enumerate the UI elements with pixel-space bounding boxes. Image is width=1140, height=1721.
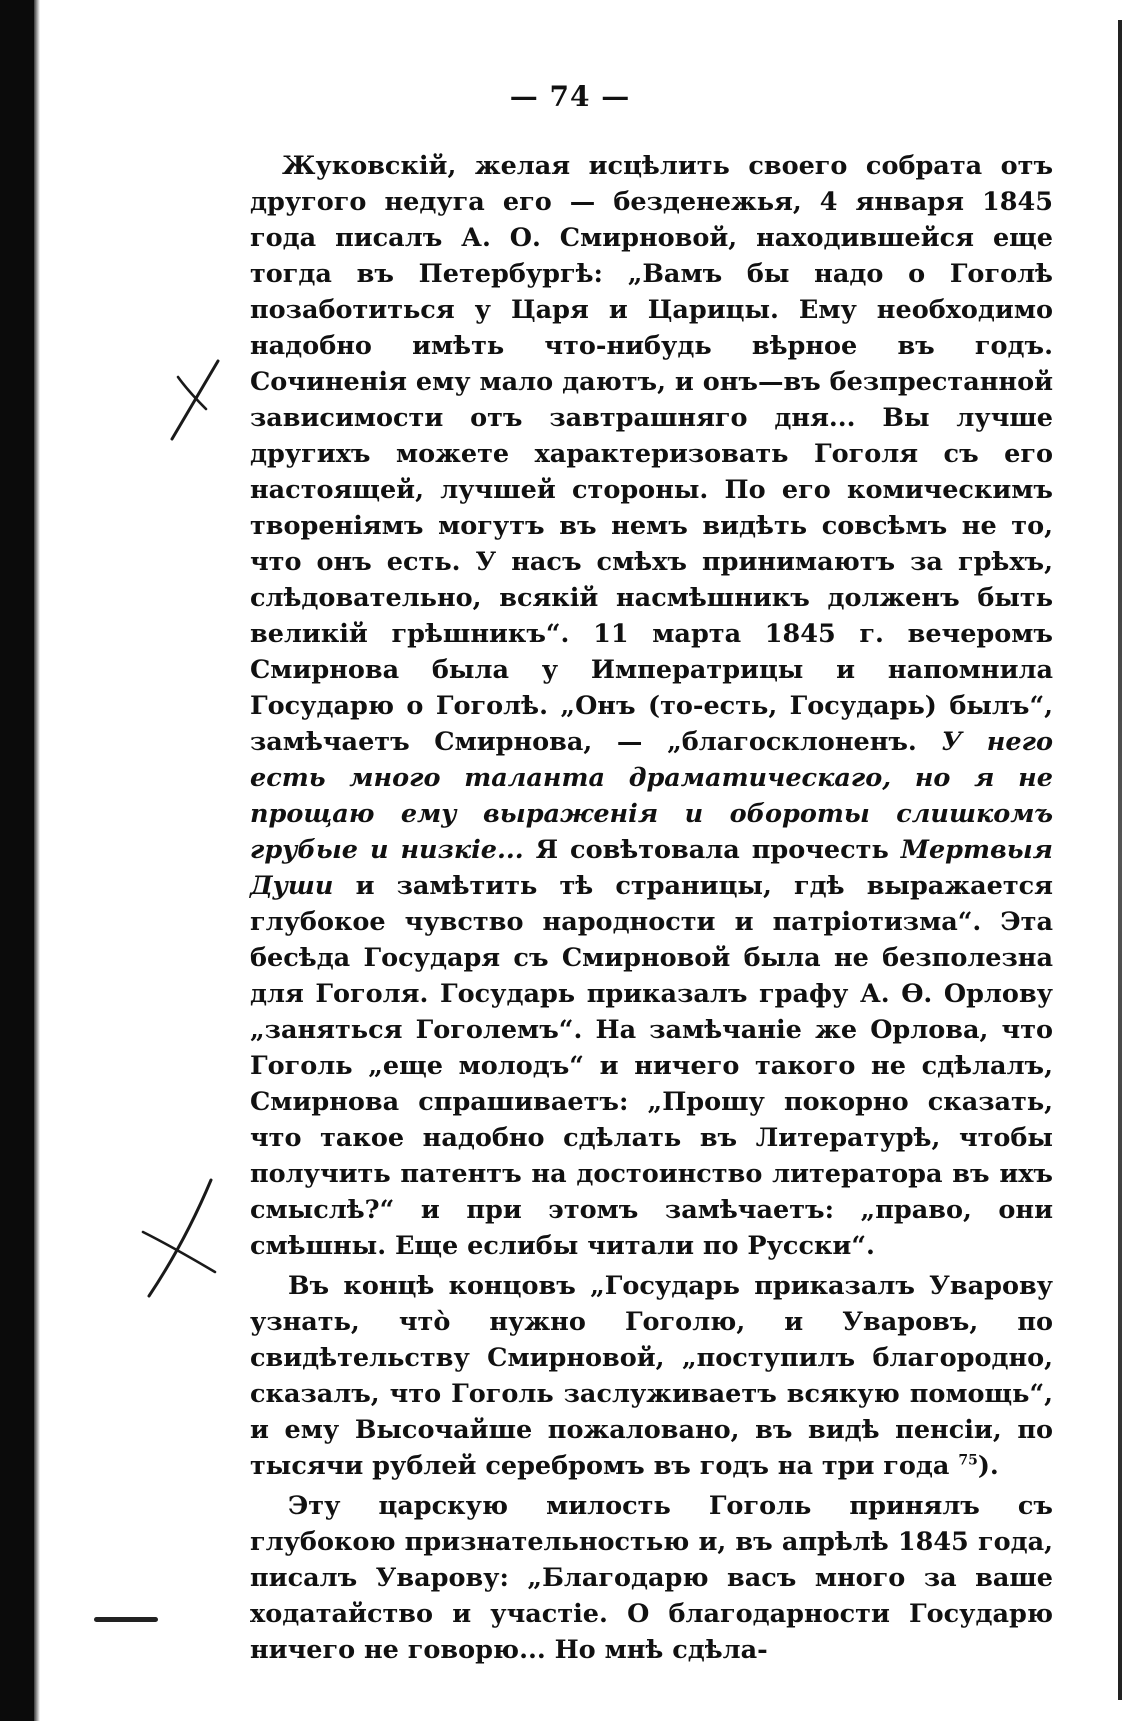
paragraph-1 <box>250 148 1053 1264</box>
paragraph-3-text: Эту царскую милость Гоголь принялъ съ глубокою признательностью и, въ апрѣлѣ 1845 года, писалъ Уварову: „Благодарю васъ много за ваше ходатайство и участіе. О благодарности Государю ничего не говорю... Но мнѣ сдѣла- <box>250 1491 1053 1665</box>
book-title-italic: Мертвыя Души <box>250 835 1053 901</box>
scan-artifact-dash <box>94 1617 158 1622</box>
paragraph-3 <box>250 1488 1053 1668</box>
paragraph-1-text-3: и замѣтить тѣ страницы, гдѣ выражается глубокое чувство народности и патріотизма“. Эта бесѣда Государя съ Смирновой была не безполезна для Гоголя. Государь приказалъ графу А. Ѳ. Орлову „заняться Гоголемъ“. На замѣчаніе же Орлова, что Гоголь „еще молодъ“ и ничего такого не сдѣлалъ, Смирнова спрашиваетъ: „Прошу покорно сказать, что такое надобно сдѣлать въ Литературѣ, чтобы получить патентъ на достоинство литератора въ ихъ смыслѣ?“ и при этомъ замѣчаетъ: „право, они смѣшны. Еще еслибы читали по Русски“. <box>250 871 1053 1261</box>
paragraph-1-text: Жуковскій, желая исцѣлить своего собрата отъ другого недуга его — безденежья, 4 января 1845 года писалъ А. О. Смирновой, находившейся еще тогда въ Петербургѣ: „Вамъ бы надо о Гоголѣ позаботиться у Царя и Царицы. Ему необходимо надобно имѣть что-нибудь вѣрное въ годъ. Сочиненія ему мало даютъ, и онъ—въ безпрестанной зависимости отъ завтрашняго дня... Вы лучше другихъ можете характеризовать Гоголя съ его настоящей, лучшей стороны. По его комическимъ твореніямъ могутъ въ немъ видѣть совсѣмъ не то, что онъ есть. У насъ смѣхъ принимаютъ за грѣхъ, слѣдовательно, всякій насмѣшникъ долженъ быть великій грѣшникъ“. 11 марта 1845 г. вечеромъ Смирнова была у Императрицы и напомнила Государю о Гоголѣ. „Онъ (то-есть, Государь) былъ“, замѣчаетъ Смирнова, — „благосклоненъ. <box>250 151 1053 757</box>
body-text <box>250 148 1053 1668</box>
scan-binding-gradient <box>34 0 40 1721</box>
paragraph-1-text-2: Я совѣтовала прочесть <box>535 835 889 865</box>
page-number: — 74 — <box>509 80 631 113</box>
margin-cross-mark-2 <box>135 1172 225 1302</box>
margin-cross-mark-1 <box>160 355 230 445</box>
footnote-ref: 75 <box>958 1452 978 1469</box>
paragraph-2 <box>250 1268 1053 1484</box>
paragraph-2-text: Въ концѣ концовъ „Государь приказалъ Уварову узнать, что̀ нужно Гоголю, и Уваровъ, по свидѣтельству Смирновой, „поступилъ благородно, сказалъ, что Гоголь заслуживаетъ всякую помощь“, и ему Высочайше пожаловано, въ видѣ пенсіи, по тысячи рублей серебромъ въ годъ на три года <box>250 1271 1053 1481</box>
quoted-italic-phrase: У него есть много таланта драматическаго, но я не прощаю ему выраженія и обороты слишкомъ грубые и низкіе... <box>250 727 1053 865</box>
scan-binding-shadow <box>0 0 34 1721</box>
scan-right-edge <box>1118 20 1122 1700</box>
paragraph-2-text-end: ). <box>977 1451 999 1481</box>
